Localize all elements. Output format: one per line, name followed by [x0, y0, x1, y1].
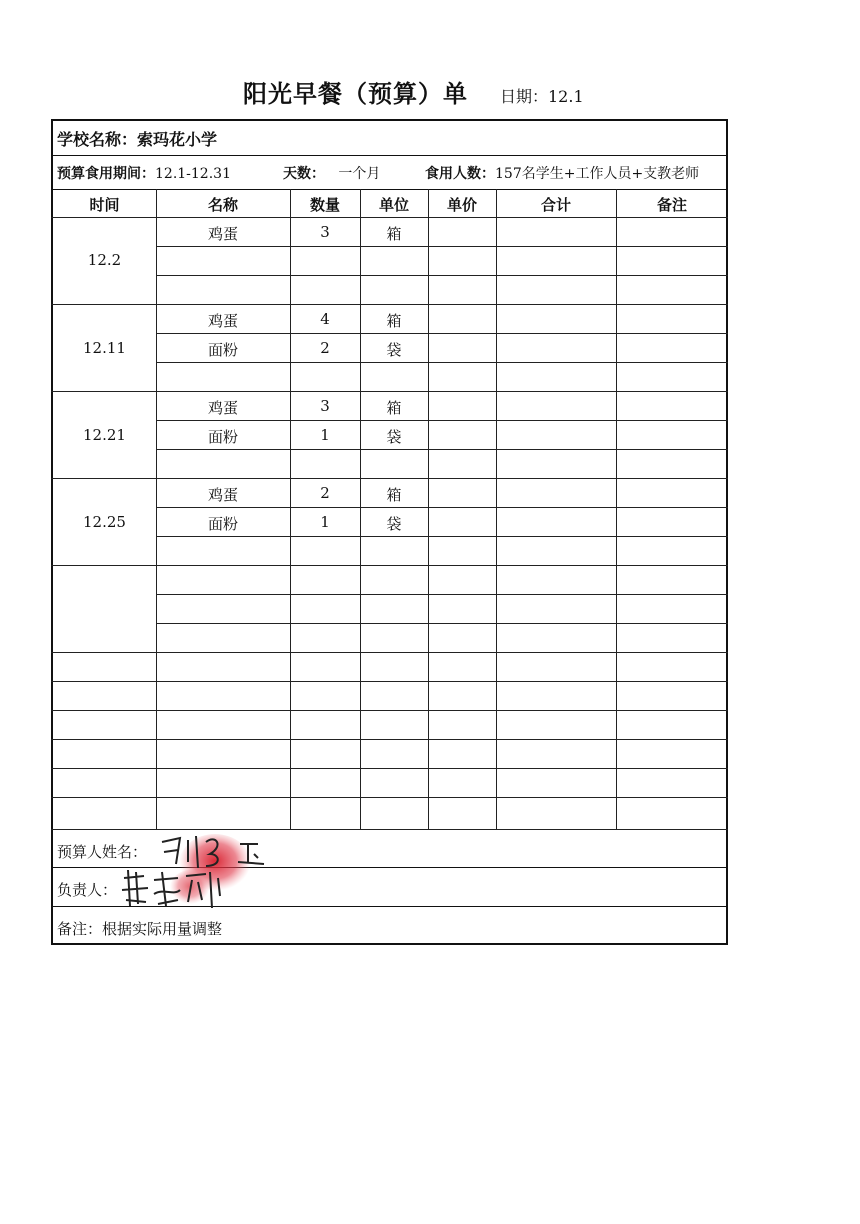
budget-person-label: 预算人姓名： — [57, 843, 148, 861]
grid-line — [156, 623, 728, 624]
days-label: 天数： — [283, 166, 325, 182]
grid-line — [496, 189, 497, 829]
grid-line — [51, 652, 728, 653]
period-label: 预算食用期间： — [57, 166, 155, 182]
grid-line — [428, 189, 429, 829]
divider — [51, 155, 728, 156]
item-unit: 袋 — [386, 515, 402, 533]
people-label: 食用人数： — [425, 166, 495, 182]
group-date: 12.11 — [83, 339, 126, 357]
item-unit: 箱 — [386, 225, 402, 243]
note-text: 备注：根据实际用量调整 — [57, 920, 223, 938]
item-qty: 1 — [320, 426, 330, 444]
header-total: 合计 — [540, 196, 571, 214]
grid-line — [156, 594, 728, 595]
item-unit: 袋 — [386, 341, 402, 359]
grid-line — [51, 768, 728, 769]
group-date: 12.25 — [83, 513, 126, 531]
item-qty: 3 — [320, 223, 330, 241]
period-value: 12.1-12.31 — [155, 166, 231, 182]
school-name-line — [57, 127, 217, 150]
grid-line — [156, 246, 728, 247]
header-unit: 单位 — [378, 196, 409, 214]
grid-line — [156, 362, 728, 363]
school-label: 学校名称： — [57, 130, 138, 149]
item-qty: 2 — [320, 484, 330, 502]
grid-line — [616, 189, 617, 829]
days-value: 一个月 — [338, 166, 381, 182]
people-line — [425, 163, 699, 183]
header-time: 时间 — [89, 196, 120, 214]
responsible-label: 负责人： — [57, 881, 118, 899]
period-line — [57, 163, 231, 183]
item-name: 鸡蛋 — [207, 225, 238, 243]
grid-line — [156, 449, 728, 450]
grid-line — [156, 189, 157, 829]
item-qty: 3 — [320, 397, 330, 415]
grid-line — [360, 189, 361, 829]
item-name: 面粉 — [207, 428, 238, 446]
grid-line — [51, 391, 728, 392]
item-unit: 箱 — [386, 486, 402, 504]
header-price: 单价 — [446, 196, 477, 214]
grid-line — [51, 478, 728, 479]
grid-line — [290, 189, 291, 829]
grid-line — [51, 797, 728, 798]
grid-line — [51, 304, 728, 305]
item-qty: 2 — [320, 339, 330, 357]
grid-line — [51, 681, 728, 682]
days-line — [283, 163, 380, 183]
responsible-signature — [118, 866, 228, 912]
item-name: 面粉 — [207, 341, 238, 359]
item-name: 鸡蛋 — [207, 486, 238, 504]
grid-line — [156, 333, 728, 334]
grid-line — [156, 507, 728, 508]
school-name: 索玛花小学 — [137, 130, 218, 149]
grid-line — [156, 420, 728, 421]
form-date: 日期：12.1 — [500, 87, 584, 106]
item-unit: 箱 — [386, 399, 402, 417]
item-name: 鸡蛋 — [207, 312, 238, 330]
grid-line — [156, 275, 728, 276]
header-name: 名称 — [207, 196, 238, 214]
grid-line — [51, 217, 728, 218]
grid-line — [156, 536, 728, 537]
form-title: 阳光早餐（预算）单 — [243, 79, 468, 108]
header-qty: 数量 — [309, 196, 340, 214]
grid-line — [51, 710, 728, 711]
divider — [51, 189, 728, 190]
header-remark: 备注 — [656, 196, 687, 214]
item-unit: 箱 — [386, 312, 402, 330]
group-date: 12.2 — [87, 251, 122, 269]
people-value: 157名学生+工作人员+支教老师 — [495, 166, 700, 182]
item-name: 鸡蛋 — [207, 399, 238, 417]
item-qty: 4 — [320, 310, 330, 328]
grid-line — [51, 739, 728, 740]
group-date: 12.21 — [83, 426, 126, 444]
item-unit: 袋 — [386, 428, 402, 446]
item-name: 面粉 — [207, 515, 238, 533]
grid-line — [51, 565, 728, 566]
item-qty: 1 — [320, 513, 330, 531]
